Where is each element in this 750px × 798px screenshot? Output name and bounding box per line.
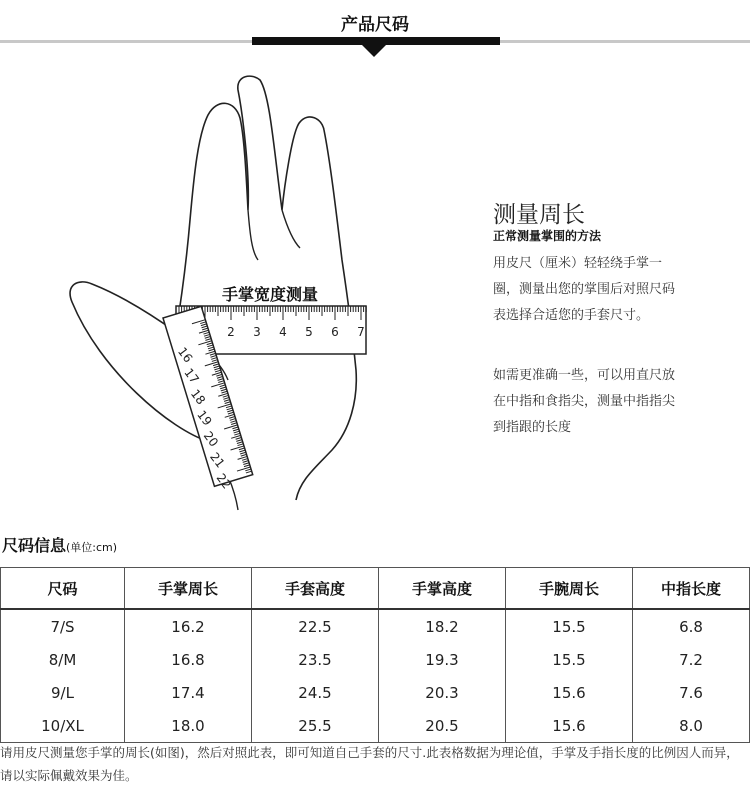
wrist-ruler-tick-label: 17 xyxy=(181,365,202,387)
palm-width-label: 手掌宽度测量 xyxy=(221,285,319,304)
table-cell: 25.5 xyxy=(252,709,379,743)
table-cell: 18.0 xyxy=(125,709,252,743)
size-table xyxy=(0,567,750,743)
wrist-ruler-tick-label: 20 xyxy=(200,428,222,450)
page-title: 产品尺码 xyxy=(341,15,409,35)
table-cell: 18.2 xyxy=(379,609,506,643)
table-cell: 16.8 xyxy=(125,643,252,676)
table-cell: 7/S xyxy=(1,609,125,643)
ruler-tick-label: 6 xyxy=(331,325,339,339)
wrist-ruler-tick-label: 21 xyxy=(207,449,228,471)
table-cell: 17.4 xyxy=(125,676,252,709)
ruler-tick-label: 3 xyxy=(253,325,261,339)
ruler-tick-label: 7 xyxy=(357,325,365,339)
table-cell: 22.5 xyxy=(252,609,379,643)
wrist-ruler-tick-label: 22 xyxy=(213,470,234,492)
wrist-ruler-tick-label: 16 xyxy=(174,344,196,366)
column-header: 尺码 xyxy=(1,568,125,610)
size-info-heading xyxy=(2,533,117,556)
table-cell: 6.8 xyxy=(633,609,750,643)
index-finger-line xyxy=(248,210,258,260)
table-row xyxy=(1,709,750,743)
side-paragraph-1: 用皮尺（厘米）轻轻绕手掌一圈，测量出您的掌围后对照尺码表选择合适您的手套尺寸。 xyxy=(493,256,676,323)
wrist-ruler-tick-label: 19 xyxy=(194,407,215,429)
table-row xyxy=(1,643,750,676)
table-cell: 15.6 xyxy=(506,676,633,709)
size-info-title: 尺码信息 xyxy=(2,536,67,555)
hand-measurement-illustration xyxy=(60,70,480,530)
table-row xyxy=(1,676,750,709)
ruler-tick-label: 5 xyxy=(305,325,313,339)
table-cell: 9/L xyxy=(1,676,125,709)
title-accent-bar xyxy=(252,37,500,45)
table-cell: 20.5 xyxy=(379,709,506,743)
table-cell: 8.0 xyxy=(633,709,750,743)
table-cell: 7.2 xyxy=(633,643,750,676)
side-paragraph-2: 如需更准确一些，可以用直尺放在中指和食指尖，测量中指指尖到指跟的长度 xyxy=(493,368,676,435)
table-cell: 15.5 xyxy=(506,643,633,676)
size-info-unit: (单位:cm) xyxy=(66,541,118,554)
table-cell: 10/XL xyxy=(1,709,125,743)
footer-note: 请用皮尺测量您手掌的周长(如图)，然后对照此表，即可知道自己手套的尺寸.此表格数据为理论值，手掌及手指长度的比例因人而异，请以实际佩戴效果为佳。 xyxy=(0,745,739,783)
table-cell: 15.6 xyxy=(506,709,633,743)
table-cell: 8/M xyxy=(1,643,125,676)
side-heading: 测量周长 xyxy=(493,202,585,228)
ruler-tick-label: 2 xyxy=(227,325,235,339)
column-header: 手腕周长 xyxy=(506,568,633,610)
column-header: 手掌周长 xyxy=(125,568,252,610)
wrist-ruler-tick-label: 18 xyxy=(187,386,209,408)
table-cell: 7.6 xyxy=(633,676,750,709)
side-subheading: 正常测量掌围的方法 xyxy=(493,229,602,243)
table-cell: 15.5 xyxy=(506,609,633,643)
title-pointer-icon xyxy=(362,45,386,57)
table-cell: 19.3 xyxy=(379,643,506,676)
column-header: 中指长度 xyxy=(633,568,750,610)
table-cell: 20.3 xyxy=(379,676,506,709)
table-row xyxy=(1,609,750,643)
table-cell: 16.2 xyxy=(125,609,252,643)
table-header-row xyxy=(1,568,750,610)
ruler-tick-label: 4 xyxy=(279,325,287,339)
table-cell: 24.5 xyxy=(252,676,379,709)
table-cell: 23.5 xyxy=(252,643,379,676)
ring-finger-line xyxy=(282,210,300,248)
column-header: 手套高度 xyxy=(252,568,379,610)
column-header: 手掌高度 xyxy=(379,568,506,610)
